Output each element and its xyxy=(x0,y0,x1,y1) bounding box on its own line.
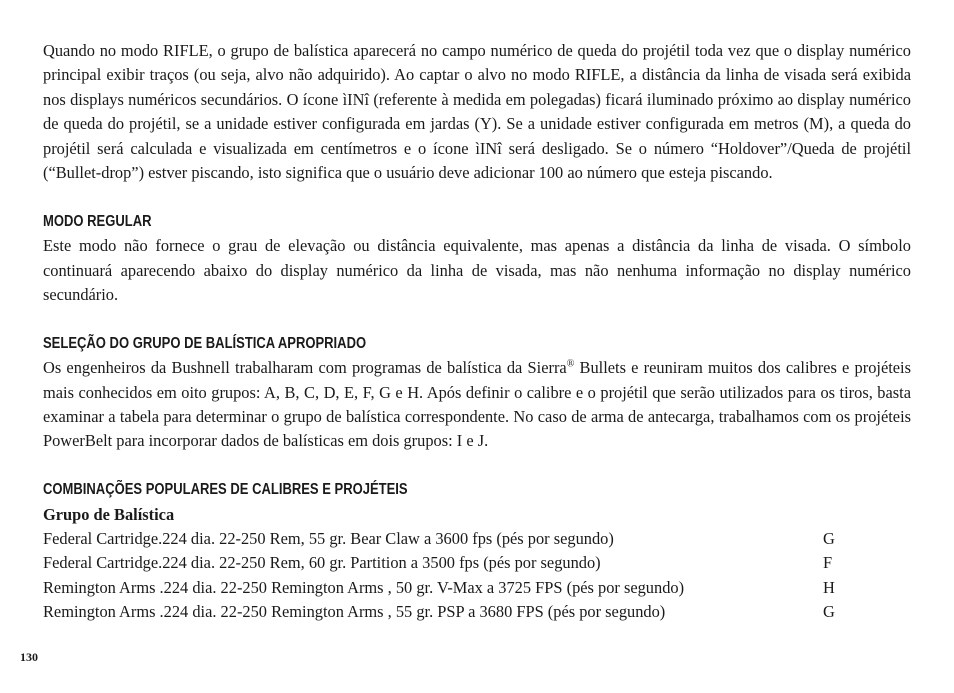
table-row xyxy=(43,600,911,624)
heading-modo-regular: MODO REGULAR xyxy=(43,212,152,230)
page-number: 130 xyxy=(20,650,38,664)
row-group: G xyxy=(823,602,835,622)
row-group: H xyxy=(823,577,835,597)
row-group: F xyxy=(823,553,833,573)
row-description: Federal Cartridge.224 dia. 22-250 Rem, 60 gr. Partition a 3500 fps (pés por segundo) xyxy=(43,553,601,573)
selection-text-part2: Bullets e reuniram muitos dos calibres e projéteis mais conhecidos em oito grupos: A, B, C, D, E, F, G e H. Após definir o calibre e o projétil que serão utilizados para os tiros, basta examinar a tabela para determinar o grupo de balística correspondente. No caso de arma de antecarga, trabalhamos com os projéteis PowerBelt para incorporar dados de balísticas em dois grupos: I e J. xyxy=(43,358,911,451)
heading-combinacoes: COMBINAÇÕES POPULARES DE CALIBRES E PROJÉTEIS xyxy=(43,481,408,499)
table-row xyxy=(43,551,911,575)
document-page xyxy=(43,39,911,625)
heading-selecao-grupo: SELEÇÃO DO GRUPO DE BALÍSTICA APROPRIADO xyxy=(43,334,367,352)
registered-mark: ® xyxy=(566,358,575,370)
table-row xyxy=(43,576,911,600)
paragraph-modo-regular: Este modo não fornece o grau de elevação ou distância equivalente, mas apenas a distância da linha de visada. O símbolo continuará aparecendo abaixo do display numérico da linha de visada, mas não nenhuma informação no display numérico secundário. xyxy=(43,236,911,305)
row-description: Remington Arms .224 dia. 22-250 Remington Arms , 55 gr. PSP a 3680 FPS (pés por segundo) xyxy=(43,602,666,622)
combinations-table xyxy=(43,527,911,625)
subheading-grupo-balistica: Grupo de Balística xyxy=(43,504,175,524)
row-description: Remington Arms .224 dia. 22-250 Remington Arms , 50 gr. V-Max a 3725 FPS (pés por segundo) xyxy=(43,577,685,597)
spacer xyxy=(43,454,911,478)
paragraph-rifle-mode: Quando no modo RIFLE, o grupo de balística aparecerá no campo numérico de queda do projétil toda vez que o display numérico principal exibir traços (ou seja, alvo não adquirido). Ao captar o alvo no modo RIFLE, a distância da linha de visada será exibida nos displays numéricos secundários. O ícone ìINî (referente à medida em polegadas) ficará iluminado próximo ao display numérico de queda do projétil, se a unidade estiver configurada em jardas (Y). Se a unidade estiver configurada em metros (M), a queda do projétil será calculada e visualizada em centímetros e o ícone ìINî será desligado. Se o número “Holdover”/Queda de projétil (“Bullet-drop”) estver piscando, isto significa que o usuário deve adicionar 100 ao número que esteja piscando. xyxy=(43,41,911,183)
table-row xyxy=(43,527,911,551)
row-description: Federal Cartridge.224 dia. 22-250 Rem, 55 gr. Bear Claw a 3600 fps (pés por segundo) xyxy=(43,529,614,549)
row-group: G xyxy=(823,529,835,549)
paragraph-selecao-grupo xyxy=(43,356,911,454)
spacer xyxy=(43,307,911,331)
selection-text-part1: Os engenheiros da Bushnell trabalharam com programas de balística da Sierra xyxy=(43,358,567,378)
spacer xyxy=(43,185,911,209)
